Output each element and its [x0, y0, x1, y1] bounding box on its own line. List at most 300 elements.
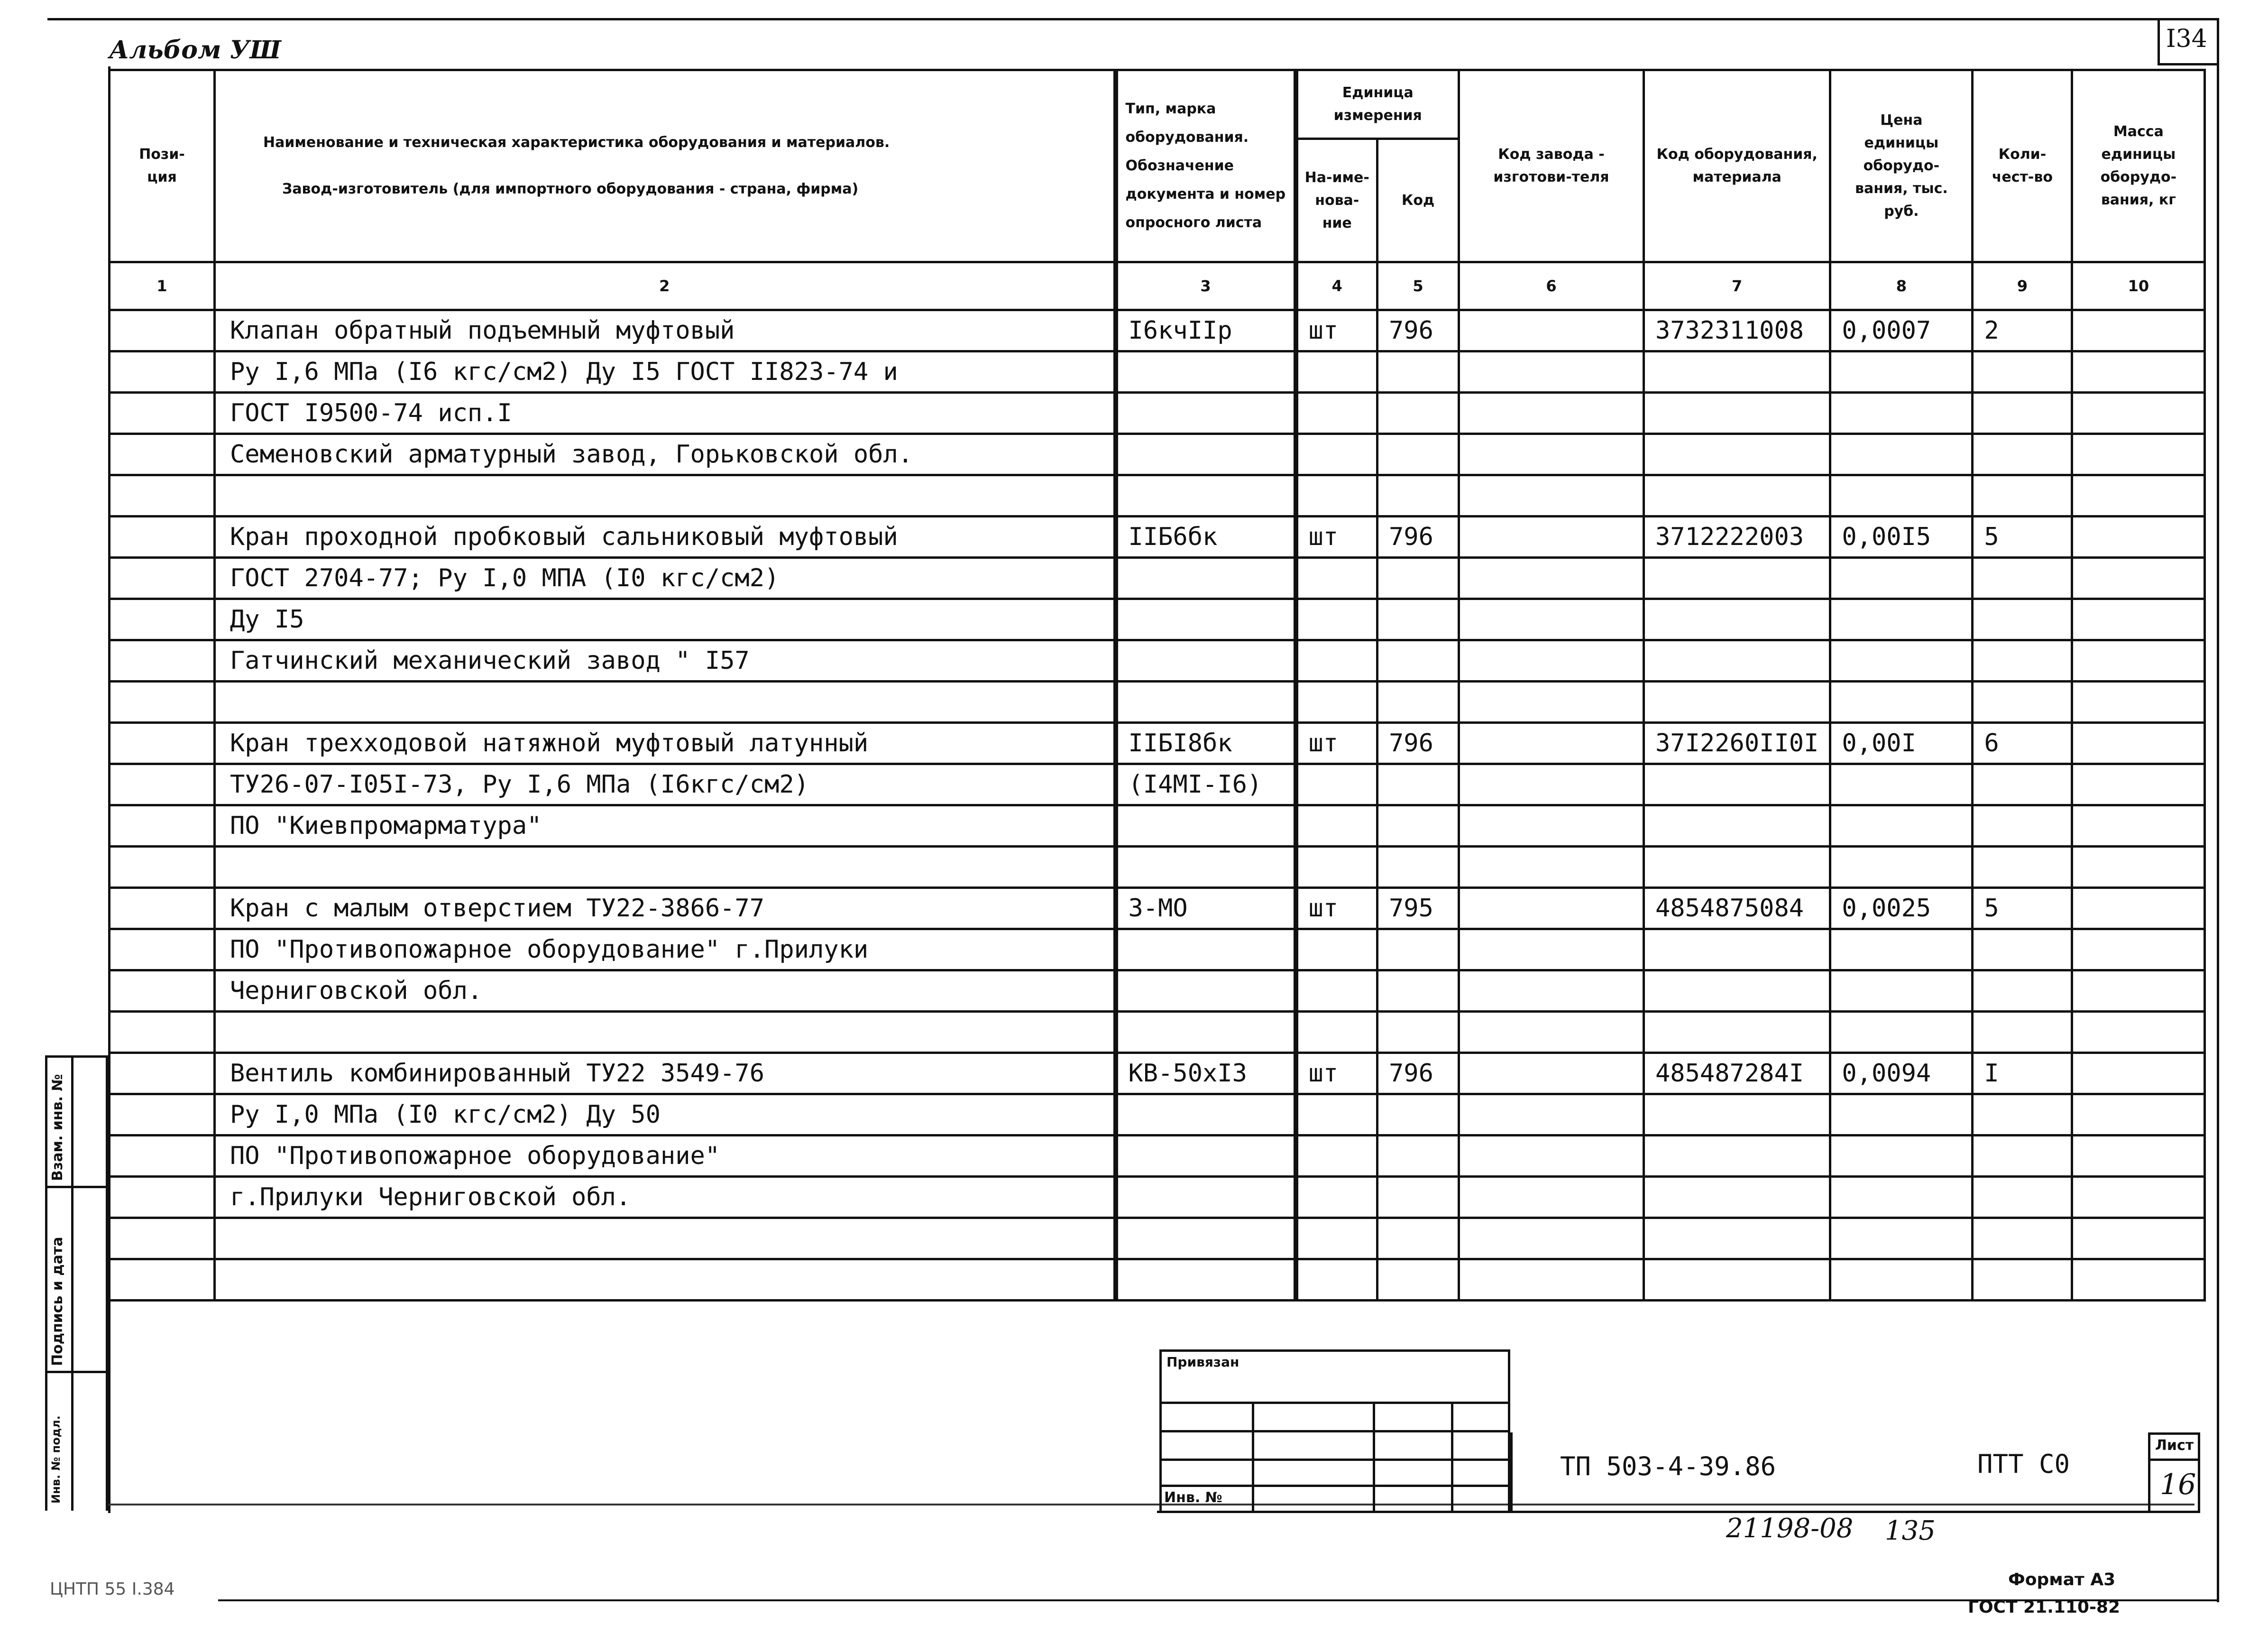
table-row [110, 599, 2205, 640]
cell-type [1116, 805, 1296, 847]
cell-price [1830, 847, 1973, 888]
cell-quantity [1973, 475, 2072, 517]
cell-factory-code [1459, 517, 1644, 558]
table-row [110, 1218, 2205, 1259]
col-number-2: 2 [215, 262, 1116, 310]
cell-quantity [1973, 929, 2072, 970]
header-unit-name: На-име-нова-ние [1296, 139, 1377, 262]
table-row [110, 1053, 2205, 1094]
header-quantity: Коли-чест-во [1973, 70, 2072, 262]
top-page-number: I34 [2166, 25, 2207, 53]
cell-mass [2072, 517, 2205, 558]
cell-unit-code [1377, 558, 1459, 599]
cell-unit-code [1377, 1218, 1459, 1259]
cell-unit: шт [1296, 310, 1377, 351]
cell-name: Семеновский арматурный завод, Горьковской обл. [215, 434, 1116, 475]
col-number-6: 6 [1459, 262, 1644, 310]
cell-type [1116, 640, 1296, 682]
cell-position [110, 517, 215, 558]
sheet-number: 16 [2160, 1468, 2196, 1501]
bottom-left-mark: ЦНТП 55 I.384 [50, 1579, 175, 1599]
cell-quantity [1973, 351, 2072, 393]
cell-type [1116, 1012, 1296, 1053]
cell-mass [2072, 723, 2205, 764]
table-row [110, 558, 2205, 599]
cell-name: Кран трехходовой натяжной муфтовый латунный [215, 723, 1116, 764]
cell-unit [1296, 1094, 1377, 1136]
cell-factory-code [1459, 434, 1644, 475]
cell-quantity: 5 [1973, 888, 2072, 929]
cell-price [1830, 475, 1973, 517]
table-row [110, 393, 2205, 434]
cell-unit-code [1377, 434, 1459, 475]
cell-price [1830, 805, 1973, 847]
cell-quantity: 6 [1973, 723, 2072, 764]
cell-type [1116, 1094, 1296, 1136]
cell-factory-code [1459, 393, 1644, 434]
cell-mass [2072, 970, 2205, 1012]
cell-type [1116, 1218, 1296, 1259]
cell-position [110, 434, 215, 475]
table-row [110, 475, 2205, 517]
cell-factory-code [1459, 847, 1644, 888]
cell-name: Ру I,0 МПа (I0 кгс/см2) Ду 50 [215, 1094, 1116, 1136]
cell-unit [1296, 1218, 1377, 1259]
cell-factory-code [1459, 970, 1644, 1012]
format-label: Формат А3 [2008, 1570, 2116, 1589]
cell-equipment-code [1644, 847, 1830, 888]
cell-equipment-code [1644, 434, 1830, 475]
cell-type [1116, 1177, 1296, 1218]
cell-position [110, 599, 215, 640]
cell-unit-code [1377, 1259, 1459, 1301]
cell-unit [1296, 805, 1377, 847]
cell-unit-code: 796 [1377, 723, 1459, 764]
cell-quantity [1973, 1094, 2072, 1136]
cell-mass [2072, 351, 2205, 393]
cell-quantity [1973, 847, 2072, 888]
cell-name [215, 475, 1116, 517]
cell-position [110, 1053, 215, 1094]
privyazan-col-2 [1373, 1402, 1375, 1513]
cell-unit-code [1377, 351, 1459, 393]
privyazan-row-3 [1159, 1459, 1510, 1461]
cell-name: Ду I5 [215, 599, 1116, 640]
cell-equipment-code: 3732311008 [1644, 310, 1830, 351]
header-factory-code: Код завода - изготови-теля [1459, 70, 1644, 262]
privyazan-row-2 [1159, 1430, 1510, 1432]
cell-factory-code [1459, 351, 1644, 393]
cell-price: 0,00I5 [1830, 517, 1973, 558]
cell-equipment-code: 4854875084 [1644, 888, 1830, 929]
cell-quantity: I [1973, 1053, 2072, 1094]
cell-position [110, 1259, 215, 1301]
cell-position [110, 682, 215, 723]
cell-position [110, 1012, 215, 1053]
cell-unit [1296, 393, 1377, 434]
privyazan-col-3 [1451, 1402, 1453, 1513]
cell-name: г.Прилуки Черниговской обл. [215, 1177, 1116, 1218]
cell-name: Кран проходной пробковый сальниковый муфтовый [215, 517, 1116, 558]
cell-mass [2072, 475, 2205, 517]
table-row [110, 970, 2205, 1012]
cell-position [110, 351, 215, 393]
cell-name [215, 1012, 1116, 1053]
cell-price [1830, 1136, 1973, 1177]
cell-unit-code: 795 [1377, 888, 1459, 929]
table-row [110, 805, 2205, 847]
side-divider-1 [45, 1186, 108, 1188]
cell-mass [2072, 393, 2205, 434]
frame-right-line [2217, 18, 2219, 1602]
cell-quantity [1973, 640, 2072, 682]
cell-name: Клапан обратный подъемный муфтовый [215, 310, 1116, 351]
cell-mass [2072, 888, 2205, 929]
cell-factory-code [1459, 682, 1644, 723]
cell-mass [2072, 1177, 2205, 1218]
col-number-9: 9 [1973, 262, 2072, 310]
cell-price: 0,00I [1830, 723, 1973, 764]
table-row [110, 517, 2205, 558]
cell-factory-code [1459, 1136, 1644, 1177]
cell-unit-code: 796 [1377, 517, 1459, 558]
cell-mass [2072, 310, 2205, 351]
cell-factory-code [1459, 723, 1644, 764]
cell-unit-code [1377, 1136, 1459, 1177]
cell-unit [1296, 1177, 1377, 1218]
cell-unit-code [1377, 599, 1459, 640]
col-number-10: 10 [2072, 262, 2205, 310]
cell-name: ГОСТ 2704-77; Ру I,0 МПА (I0 кгс/см2) [215, 558, 1116, 599]
cell-price: 0,0094 [1830, 1053, 1973, 1094]
frame-top-line [47, 18, 2219, 20]
cell-unit [1296, 351, 1377, 393]
cell-factory-code [1459, 1012, 1644, 1053]
side-inner-line [71, 1055, 73, 1511]
cell-unit [1296, 1012, 1377, 1053]
cell-name: ТУ26-07-I05I-73, Ру I,6 МПа (I6кгс/см2) [215, 764, 1116, 805]
cell-price [1830, 599, 1973, 640]
cell-unit: шт [1296, 1053, 1377, 1094]
cell-equipment-code [1644, 393, 1830, 434]
handwritten-code: 21198-08 [1726, 1513, 1854, 1544]
cell-quantity [1973, 805, 2072, 847]
privyazan-label: Привязан [1166, 1354, 1240, 1370]
cell-type: (I4МI-I6) [1116, 764, 1296, 805]
cell-unit [1296, 475, 1377, 517]
cell-factory-code [1459, 640, 1644, 682]
cell-position [110, 847, 215, 888]
cell-position [110, 475, 215, 517]
cell-factory-code [1459, 1177, 1644, 1218]
handwritten-page: 135 [1885, 1515, 1936, 1546]
frame-bottom-line [218, 1599, 2219, 1601]
header-name [215, 70, 1116, 262]
cell-quantity [1973, 764, 2072, 805]
cell-unit-code [1377, 682, 1459, 723]
cell-position [110, 805, 215, 847]
cell-unit [1296, 434, 1377, 475]
cell-quantity [1973, 970, 2072, 1012]
cell-equipment-code [1644, 929, 1830, 970]
standard-label: ГОСТ 21.110-82 [1968, 1597, 2121, 1617]
cell-factory-code [1459, 1259, 1644, 1301]
cell-equipment-code [1644, 640, 1830, 682]
cell-factory-code [1459, 764, 1644, 805]
cell-position [110, 764, 215, 805]
cell-price: 0,0025 [1830, 888, 1973, 929]
cell-factory-code [1459, 558, 1644, 599]
cell-equipment-code [1644, 475, 1830, 517]
col-number-7: 7 [1644, 262, 1830, 310]
cell-type: IIБ6бк [1116, 517, 1296, 558]
cell-price [1830, 640, 1973, 682]
cell-name: Вентиль комбинированный ТУ22 3549-76 [215, 1053, 1116, 1094]
cell-name [215, 682, 1116, 723]
header-mass: Масса единицы оборудо-вания, кг [2072, 70, 2205, 262]
cell-equipment-code: 485487284I [1644, 1053, 1830, 1094]
cell-equipment-code [1644, 1218, 1830, 1259]
cell-position [110, 558, 215, 599]
cell-type: IIБI8бк [1116, 723, 1296, 764]
cell-mass [2072, 1053, 2205, 1094]
cell-mass [2072, 805, 2205, 847]
cell-name: Ру I,6 МПа (I6 кгс/см2) Ду I5 ГОСТ II823-74 и [215, 351, 1116, 393]
table-row [110, 1094, 2205, 1136]
cell-mass [2072, 1136, 2205, 1177]
cell-unit [1296, 682, 1377, 723]
titleblock-top-line [108, 1504, 2195, 1505]
cell-quantity [1973, 682, 2072, 723]
header-position: Пози- ция [110, 70, 215, 262]
cell-factory-code [1459, 599, 1644, 640]
privyazan-row-1 [1159, 1402, 1510, 1404]
cell-position [110, 723, 215, 764]
cell-name [215, 847, 1116, 888]
cell-equipment-code [1644, 682, 1830, 723]
cell-position [110, 310, 215, 351]
cell-position [110, 1094, 215, 1136]
cell-type: I6кчIIр [1116, 310, 1296, 351]
table-row [110, 640, 2205, 682]
cell-unit-code [1377, 640, 1459, 682]
cell-price [1830, 393, 1973, 434]
cell-unit [1296, 640, 1377, 682]
table-row [110, 1012, 2205, 1053]
side-label-vzam: Взам. инв. № [49, 1074, 66, 1181]
side-label-inv: Инв. № подл. [49, 1415, 63, 1504]
cell-equipment-code [1644, 970, 1830, 1012]
cell-type: 3-МО [1116, 888, 1296, 929]
cell-type [1116, 475, 1296, 517]
table-row [110, 682, 2205, 723]
cell-type [1116, 929, 1296, 970]
cell-unit [1296, 764, 1377, 805]
col-number-1: 1 [110, 262, 215, 310]
table-row [110, 351, 2205, 393]
cell-factory-code [1459, 888, 1644, 929]
cell-equipment-code [1644, 1012, 1830, 1053]
cell-position [110, 1136, 215, 1177]
cell-unit: шт [1296, 517, 1377, 558]
cell-type: КВ-50хI3 [1116, 1053, 1296, 1094]
cell-mass [2072, 599, 2205, 640]
cell-price [1830, 558, 1973, 599]
privyazan-col-1 [1252, 1402, 1254, 1513]
header-type: Тип, марка оборудования. Обозначение документа и номер опросного листа [1116, 70, 1296, 262]
table-row [110, 847, 2205, 888]
cell-name: ПО "Киевпромарматура" [215, 805, 1116, 847]
cell-type [1116, 599, 1296, 640]
table-row [110, 929, 2205, 970]
cell-quantity [1973, 1012, 2072, 1053]
cell-factory-code [1459, 1053, 1644, 1094]
cell-type [1116, 682, 1296, 723]
cell-unit [1296, 599, 1377, 640]
cell-mass [2072, 847, 2205, 888]
cell-quantity [1973, 1177, 2072, 1218]
col-number-3: 3 [1116, 262, 1296, 310]
cell-mass [2072, 1259, 2205, 1301]
cell-price [1830, 434, 1973, 475]
cell-quantity [1973, 393, 2072, 434]
cell-mass [2072, 1094, 2205, 1136]
cell-quantity [1973, 599, 2072, 640]
cell-name: Кран с малым отверстием ТУ22-3866-77 [215, 888, 1116, 929]
cell-factory-code [1459, 310, 1644, 351]
cell-mass [2072, 682, 2205, 723]
doccode-left-line [1510, 1432, 1513, 1513]
cell-quantity [1973, 1218, 2072, 1259]
header-unit-code: Код [1377, 139, 1459, 262]
cell-factory-code [1459, 805, 1644, 847]
cell-type [1116, 1259, 1296, 1301]
cell-position [110, 929, 215, 970]
cell-unit-code [1377, 929, 1459, 970]
table-row [110, 434, 2205, 475]
cell-unit-code [1377, 1094, 1459, 1136]
sheet-box-divider [2148, 1459, 2200, 1461]
cell-type [1116, 1136, 1296, 1177]
cell-position [110, 1218, 215, 1259]
cell-price [1830, 1177, 1973, 1218]
cell-price [1830, 351, 1973, 393]
cell-name [215, 1218, 1116, 1259]
cell-equipment-code [1644, 558, 1830, 599]
cell-unit-code [1377, 393, 1459, 434]
cell-unit [1296, 1136, 1377, 1177]
cell-price [1830, 929, 1973, 970]
cell-equipment-code [1644, 1177, 1830, 1218]
cell-type [1116, 847, 1296, 888]
cell-equipment-code [1644, 1094, 1830, 1136]
cell-mass [2072, 929, 2205, 970]
col-number-5: 5 [1377, 262, 1459, 310]
cell-mass [2072, 764, 2205, 805]
table-row [110, 723, 2205, 764]
cell-position [110, 888, 215, 929]
cell-equipment-code [1644, 1259, 1830, 1301]
section-code: ПТТ С0 [1977, 1449, 2070, 1479]
document-code: ТП 503-4-39.86 [1560, 1451, 1776, 1481]
cell-type [1116, 558, 1296, 599]
cell-quantity: 5 [1973, 517, 2072, 558]
header-equipment-code: Код оборудования, материала [1644, 70, 1830, 262]
header-unit-group: Единица измерения [1296, 70, 1459, 139]
cell-type [1116, 970, 1296, 1012]
album-label: Альбом УШ [109, 36, 281, 65]
cell-price [1830, 764, 1973, 805]
cell-quantity [1973, 434, 2072, 475]
cell-equipment-code [1644, 599, 1830, 640]
cell-mass [2072, 558, 2205, 599]
side-divider-2 [45, 1371, 108, 1373]
cell-unit-code: 796 [1377, 1053, 1459, 1094]
cell-unit: шт [1296, 723, 1377, 764]
cell-mass [2072, 1012, 2205, 1053]
cell-unit-code [1377, 764, 1459, 805]
cell-factory-code [1459, 1218, 1644, 1259]
cell-price [1830, 1259, 1973, 1301]
cell-price [1830, 682, 1973, 723]
cell-equipment-code: 37I2260II0I [1644, 723, 1830, 764]
cell-mass [2072, 1218, 2205, 1259]
header-name-line2: Завод-изготовитель (для импортного оборудования - страна, фирма) [282, 181, 859, 197]
cell-unit-code: 796 [1377, 310, 1459, 351]
table-row [110, 1136, 2205, 1177]
cell-factory-code [1459, 1094, 1644, 1136]
cell-type [1116, 434, 1296, 475]
table-row [110, 310, 2205, 351]
cell-unit [1296, 558, 1377, 599]
cell-equipment-code [1644, 1136, 1830, 1177]
header-price: Цена единицы оборудо-вания, тыс. руб. [1830, 70, 1973, 262]
inv-no-label: Инв. № [1164, 1489, 1222, 1506]
cell-unit: шт [1296, 888, 1377, 929]
table-row [110, 764, 2205, 805]
cell-unit-code [1377, 805, 1459, 847]
cell-equipment-code [1644, 351, 1830, 393]
cell-unit-code [1377, 847, 1459, 888]
cell-price [1830, 1218, 1973, 1259]
cell-position [110, 640, 215, 682]
cell-equipment-code [1644, 764, 1830, 805]
cell-unit [1296, 929, 1377, 970]
cell-unit [1296, 847, 1377, 888]
cell-mass [2072, 640, 2205, 682]
side-label-podpis: Подпись и дата [49, 1237, 66, 1366]
cell-unit [1296, 1259, 1377, 1301]
cell-name [215, 1259, 1116, 1301]
sheet-label: Лист [2155, 1437, 2194, 1454]
cell-factory-code [1459, 475, 1644, 517]
cell-position [110, 970, 215, 1012]
cell-unit-code [1377, 1012, 1459, 1053]
cell-unit [1296, 970, 1377, 1012]
header-name-line1: Наименование и техническая характеристика оборудования и материалов. [263, 134, 890, 151]
cell-equipment-code [1644, 805, 1830, 847]
cell-unit-code [1377, 1177, 1459, 1218]
cell-price: 0,0007 [1830, 310, 1973, 351]
cell-quantity [1973, 1259, 2072, 1301]
cell-position [110, 393, 215, 434]
cell-price [1830, 1094, 1973, 1136]
cell-price [1830, 1012, 1973, 1053]
col-number-8: 8 [1830, 262, 1973, 310]
privyazan-row-4 [1159, 1485, 1510, 1487]
table-row [110, 1259, 2205, 1301]
cell-unit-code [1377, 475, 1459, 517]
